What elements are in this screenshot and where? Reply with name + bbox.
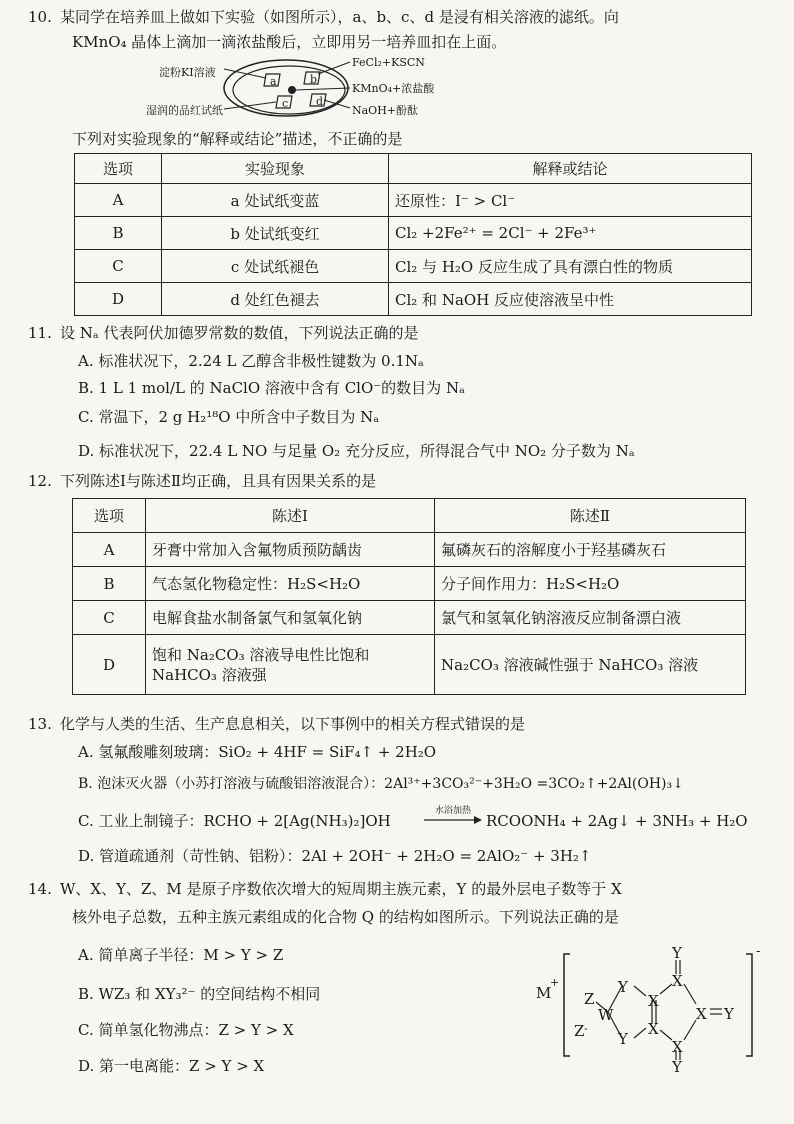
struct-atom-m: M <box>536 984 552 1002</box>
struct-atom-x3: X <box>672 972 683 990</box>
col-header-option: 选项 <box>75 154 162 184</box>
struct-charge-minus: - <box>756 944 761 959</box>
fig-label-a: a <box>270 75 277 88</box>
cell-explanation: Cl₂ +2Fe²⁺ = 2Cl⁻ + 2Fe³⁺ <box>389 217 752 250</box>
q13-option-d: D. 管道疏通剂（苛性钠、铝粉）：2Al + 2OH⁻ + 2H₂O = 2AlO₂⁻ + 3H₂↑ <box>78 847 592 865</box>
cell-explanation: Cl₂ 与 H₂O 反应生成了具有漂白性的物质 <box>389 250 752 283</box>
q14-option-b: B. WZ₃ 和 XY₃²⁻ 的空间结构不相同 <box>78 985 321 1003</box>
q11-option-b: B. 1 L 1 mol/L 的 NaClO 溶液中含有 ClO⁻的数目为 Nₐ <box>78 379 465 397</box>
cell-statement-2: 氯气和氢氧化钠溶液反应制备漂白液 <box>435 601 746 635</box>
struct-charge-plus: + <box>550 976 560 989</box>
cell-statement-1: 气态氢化物稳定性：H₂S<H₂O <box>146 567 435 601</box>
struct-atom-y3: Y <box>672 944 682 962</box>
col-header-statement-2: 陈述Ⅱ <box>435 499 746 533</box>
fig-label-kmno4: KMnO₄+浓盐酸 <box>352 82 435 95</box>
q11-option-a: A. 标准状况下，2.24 L 乙醇含非极性键数为 0.1Nₐ <box>78 352 424 370</box>
cell-option: B <box>75 217 162 250</box>
q13-option-c-right: RCOONH₄ + 2Ag↓ + 3NH₃ + H₂O <box>486 812 748 830</box>
q14-number: 14. <box>28 880 52 898</box>
q14-option-d: D. 第一电离能：Z > Y > X <box>78 1057 265 1075</box>
q10-stem-line2: KMnO₄ 晶体上滴加一滴浓盐酸后，立即用另一培养皿扣在上面。 <box>72 33 507 51</box>
cell-phenomenon: b 处试纸变红 <box>162 217 389 250</box>
q13-option-a: A. 氢氟酸雕刻玻璃：SiO₂ + 4HF = SiF₄↑ + 2H₂O <box>78 743 437 761</box>
struct-atom-y4: Y <box>672 1058 682 1076</box>
table-row <box>75 250 752 283</box>
table-row <box>75 184 752 217</box>
q13-option-b: B. 泡沫灭火器（小苏打溶液与硫酸铝溶液混合）：2Al³⁺+3CO₃²⁻+3H₂O =3CO₂↑+2Al(OH)₃↓ <box>78 776 684 792</box>
fig-label-d: d <box>316 95 324 108</box>
struct-atom-y5: Y <box>724 1005 734 1023</box>
cell-option: D <box>75 283 162 316</box>
table-header-row <box>75 154 752 184</box>
q10-stem-line1: 某同学在培养皿上做如下实验（如图所示），a、b、c、d 是浸有相关溶液的滤纸。向 <box>60 8 619 26</box>
q11-number: 11. <box>28 324 52 342</box>
q14-option-c: C. 简单氢化物沸点：Z > Y > X <box>78 1021 294 1039</box>
cell-option: B <box>73 567 146 601</box>
cell-phenomenon: c 处试纸褪色 <box>162 250 389 283</box>
struct-charge-z2: - <box>584 1022 588 1035</box>
q11-stem: 设 Nₐ 代表阿伏加德罗常数的数值，下列说法正确的是 <box>60 324 419 342</box>
cell-statement-1: 电解食盐水制备氯气和氢氧化钠 <box>146 601 435 635</box>
cell-explanation: 还原性：I⁻ > Cl⁻ <box>389 184 752 217</box>
fig-label-pinkpaper: 湿润的品红试纸 <box>146 104 223 117</box>
cell-option: C <box>75 250 162 283</box>
col-header-statement-1: 陈述Ⅰ <box>146 499 435 533</box>
cell-option: C <box>73 601 146 635</box>
struct-atom-y2: Y <box>618 1030 628 1048</box>
reaction-arrow-icon <box>424 812 482 824</box>
q10-prompt: 下列对实验现象的“解释或结论”描述，不正确的是 <box>72 130 403 148</box>
struct-atom-x5: X <box>696 1005 707 1023</box>
table-row <box>75 217 752 250</box>
struct-atom-x4: X <box>672 1038 683 1056</box>
q13-option-c-condition: 水浴加热 <box>434 806 471 816</box>
struct-atom-w: W <box>598 1006 614 1024</box>
q12-number: 12. <box>28 472 52 490</box>
q11-option-c: C. 常温下，2 g H₂¹⁸O 中所含中子数目为 Nₐ <box>78 408 380 426</box>
cell-statement-2: Na₂CO₃ 溶液碱性强于 NaHCO₃ 溶液 <box>435 635 746 695</box>
cell-statement-1: 牙膏中常加入含氟物质预防龋齿 <box>146 533 435 567</box>
cell-statement-2: 氟磷灰石的溶解度小于羟基磷灰石 <box>435 533 746 567</box>
col-header-phenomenon: 实验现象 <box>162 154 389 184</box>
col-header-option: 选项 <box>73 499 146 533</box>
cell-statement-2: 分子间作用力：H₂S<H₂O <box>435 567 746 601</box>
struct-atom-x2: X <box>648 1020 659 1038</box>
q11-option-d: D. 标准状况下，22.4 L NO 与足量 O₂ 充分反应，所得混合气中 NO₂ 分子数为 Nₐ <box>78 442 635 460</box>
fig-label-naoh: NaOH+酚酞 <box>352 104 419 117</box>
cell-option: D <box>73 635 146 695</box>
q13-number: 13. <box>28 715 52 733</box>
struct-atom-x1: X <box>648 992 659 1010</box>
cell-phenomenon: a 处试纸变蓝 <box>162 184 389 217</box>
struct-atom-z1: Z <box>584 990 595 1008</box>
struct-atom-y1: Y <box>618 978 628 996</box>
table-row <box>73 533 746 567</box>
cell-explanation: Cl₂ 和 NaOH 反应使溶液呈中性 <box>389 283 752 316</box>
col-header-explanation: 解释或结论 <box>389 154 752 184</box>
q13-option-c-left: C. 工业上制镜子：RCHO + 2[Ag(NH₃)₂]OH <box>78 812 391 830</box>
cell-option: A <box>73 533 146 567</box>
fig-label-b: b <box>310 73 318 86</box>
table-row <box>75 283 752 316</box>
table-header-row <box>73 499 746 533</box>
cell-option: A <box>75 184 162 217</box>
fig-label-ki: 淀粉KI溶液 <box>159 66 216 79</box>
table-row <box>73 635 746 695</box>
fig-label-fecl2: FeCl₂+KSCN <box>352 56 425 69</box>
table-row <box>73 567 746 601</box>
cell-statement-1: 饱和 Na₂CO₃ 溶液导电性比饱和 NaHCO₃ 溶液强 <box>146 635 435 695</box>
cell-phenomenon: d 处红色褪去 <box>162 283 389 316</box>
q10-number: 10. <box>28 8 52 26</box>
q14-stem-line2: 核外电子总数，五种主族元素组成的化合物 Q 的结构如图所示。下列说法正确的是 <box>72 908 619 926</box>
fig-label-c: c <box>282 97 289 110</box>
q13-stem: 化学与人类的生活、生产息息相关，以下事例中的相关方程式错误的是 <box>60 715 526 733</box>
struct-atom-z2: Z <box>574 1022 585 1040</box>
q12-stem: 下列陈述Ⅰ与陈述Ⅱ均正确，且具有因果关系的是 <box>60 472 377 490</box>
q14-stem-line1: W、X、Y、Z、M 是原子序数依次增大的短周期主族元素，Y 的最外层电子数等于 X <box>60 880 622 898</box>
table-row <box>73 601 746 635</box>
q10-table <box>74 153 752 316</box>
q14-option-a: A. 简单离子半径：M > Y > Z <box>78 946 284 964</box>
q12-table <box>72 498 746 695</box>
